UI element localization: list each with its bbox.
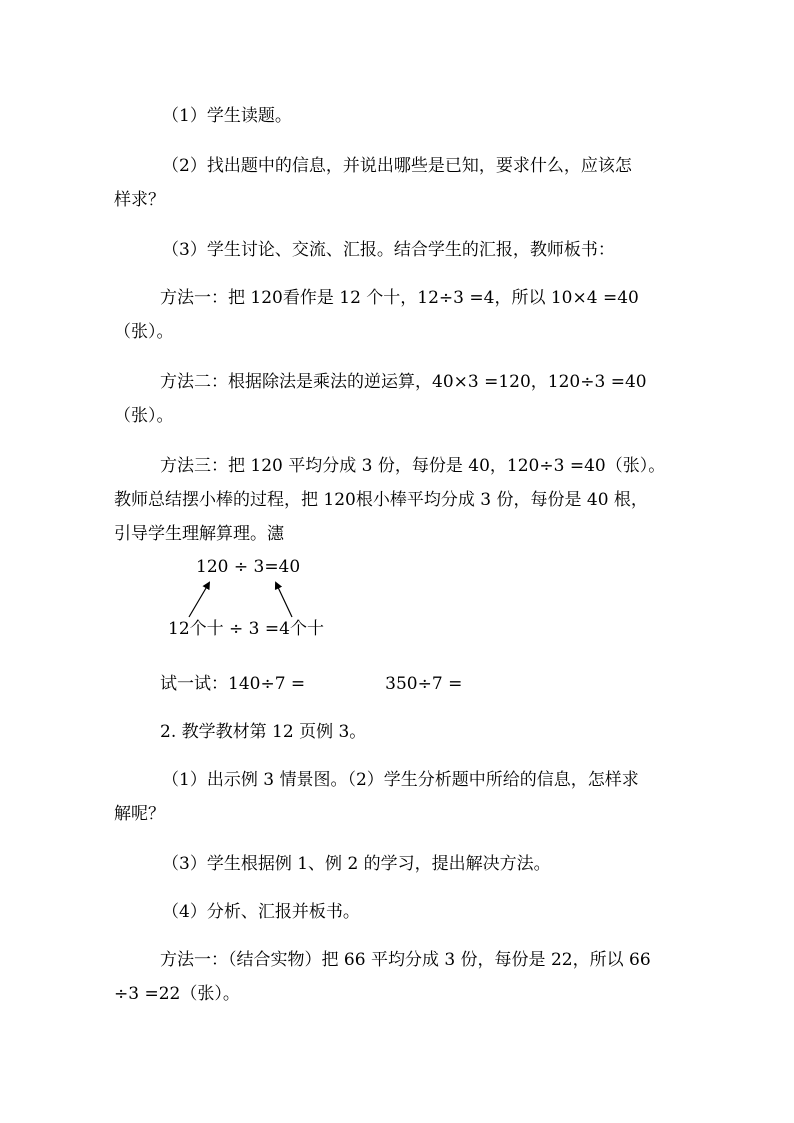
- method-three-line1: 方法三：把 120 平均分成 3 份，每份是 40，120÷3 =40（张）。: [160, 456, 666, 476]
- method-two-line1: 方法二：根据除法是乘法的逆运算，40×3 =120，120÷3 =40: [160, 372, 647, 392]
- example-three-method-one-line1: 方法一：（结合实物）把 66 平均分成 3 份，每份是 22，所以 66: [160, 950, 651, 970]
- paragraph-propose-methods: （3）学生根据例 1、例 2 的学习，提出解决方法。: [162, 854, 551, 874]
- example-three-line2: 解呢？: [114, 804, 165, 824]
- method-two-line2: （张）。: [114, 406, 174, 426]
- section-two-heading: 2. 教学教材第 12 页例 3。: [160, 722, 367, 742]
- method-one-line2: （张）。: [114, 322, 174, 342]
- paragraph-find-info-line1: （2）找出题中的信息，并说出哪些是已知，要求什么，应该怎: [162, 156, 632, 176]
- diagram-bottom-expression: 12个十 ÷ 3 =4个十: [168, 619, 324, 639]
- method-one-line1: 方法一：把 120看作是 12 个十，12÷3 =4，所以 10×4 =40: [160, 288, 639, 308]
- division-diagram: [160, 555, 360, 645]
- paragraph-discuss: （3）学生讨论、交流、汇报。结合学生的汇报，教师板书：: [162, 240, 615, 260]
- try-it-first: 试一试：140÷7 =: [160, 674, 306, 694]
- try-it-line: [160, 674, 462, 694]
- paragraph-read-question: （1）学生读题。: [162, 106, 292, 126]
- paragraph-analyze-report: （4）分析、汇报并板书。: [162, 902, 360, 922]
- try-it-second: 350÷7 =: [385, 674, 463, 694]
- example-three-line1: （1）出示例 3 情景图。（2）学生分析题中所给的信息，怎样求: [162, 770, 639, 790]
- arrow-right: [276, 583, 292, 617]
- arrow-left: [189, 583, 209, 617]
- method-three-line2: 教师总结摆小棒的过程，把 120根小棒平均分成 3 份，每份是 40 根，: [114, 490, 648, 510]
- method-three-line3: 引导学生理解算理。瀗: [114, 524, 284, 544]
- paragraph-find-info-line2: 样求？: [114, 190, 165, 210]
- example-three-method-one-line2: ÷3 =22（张）。: [114, 984, 240, 1004]
- diagram-top-expression: 120 ÷ 3=40: [196, 557, 301, 577]
